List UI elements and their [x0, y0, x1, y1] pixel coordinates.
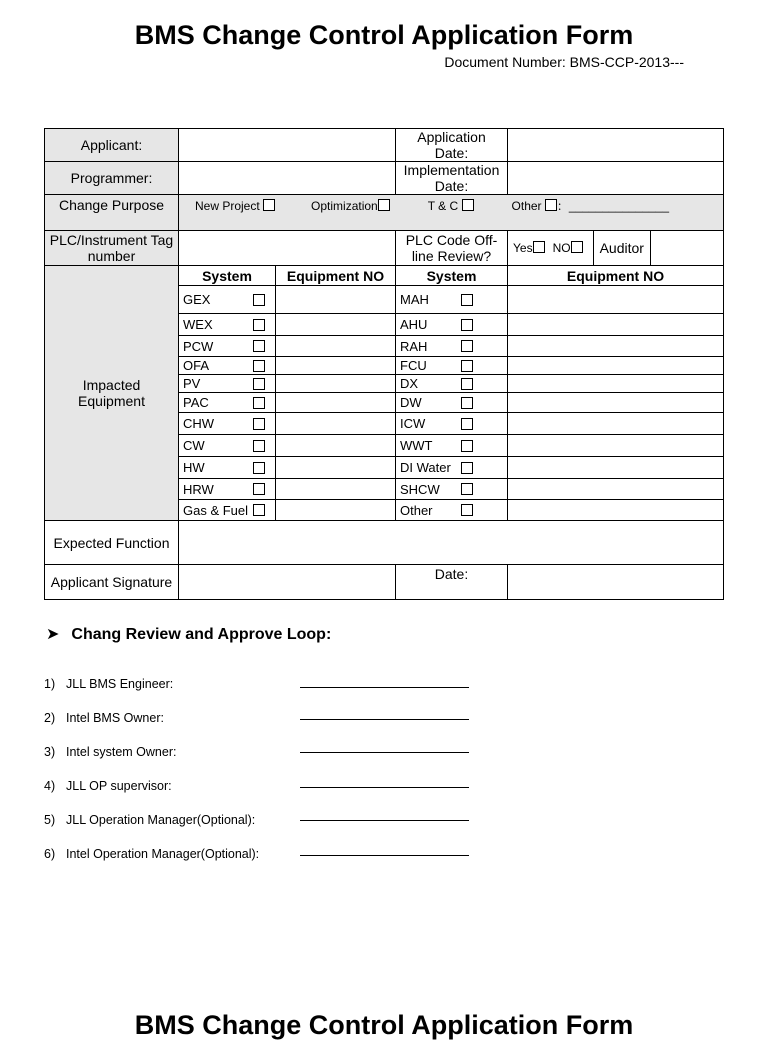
review-item: [44, 711, 164, 725]
next-page-title: BMS Change Control Application Form: [134, 1010, 634, 1040]
system-cell: [396, 357, 508, 375]
equipment-no-field[interactable]: [276, 500, 396, 521]
purpose-other[interactable]: [512, 197, 669, 214]
system-label: HRW: [183, 481, 214, 497]
system-cell: [179, 375, 276, 393]
system-checkbox[interactable]: [253, 319, 265, 331]
system-label: Other: [400, 502, 433, 518]
programmer-label: Programmer:: [45, 162, 179, 195]
equipment-no-field[interactable]: [508, 393, 724, 413]
equipment-no-field[interactable]: [276, 435, 396, 457]
system-label: SHCW: [400, 481, 440, 497]
system-label: PCW: [183, 338, 214, 354]
review-item-number: 6): [44, 847, 56, 861]
equipment-no-field[interactable]: [508, 336, 724, 357]
system-cell: [396, 435, 508, 457]
equipment-no-field[interactable]: [276, 393, 396, 413]
plc-yes-option[interactable]: [508, 241, 545, 255]
review-item: [44, 779, 172, 793]
review-item: [44, 813, 255, 827]
system-label: GEX: [183, 292, 211, 307]
system-checkbox[interactable]: [461, 360, 473, 372]
plc-tag-label: PLC/Instrument Tag number: [45, 231, 179, 266]
system-checkbox[interactable]: [253, 462, 265, 474]
review-item-label: JLL Operation Manager(Optional):: [66, 813, 256, 827]
signature-date-label: Date:: [396, 565, 508, 600]
system-checkbox[interactable]: [253, 360, 265, 372]
system-checkbox[interactable]: [253, 418, 265, 430]
no-label: NO: [552, 241, 571, 255]
system-label: DI Water: [400, 460, 451, 475]
other-purpose-blank[interactable]: ：_______________: [556, 199, 669, 213]
plc-review-cell: [508, 231, 724, 266]
system-label: PV: [183, 376, 201, 391]
system-label: CW: [183, 438, 205, 453]
signature-line[interactable]: [300, 787, 469, 788]
purpose-new-project[interactable]: [195, 199, 275, 213]
system-cell: [179, 457, 276, 479]
applicant-signature-label: Applicant Signature: [45, 565, 179, 600]
system-checkbox[interactable]: [461, 397, 473, 409]
review-item-label: JLL OP supervisor:: [66, 779, 172, 793]
review-item: [44, 847, 259, 861]
equipment-no-field[interactable]: [276, 375, 396, 393]
system-label: CHW: [183, 416, 215, 431]
yes-checkbox[interactable]: [533, 241, 545, 253]
change-purpose-options: [179, 195, 724, 231]
system-checkbox[interactable]: [461, 462, 473, 474]
system-cell: [179, 286, 276, 314]
system-label: DW: [400, 395, 422, 410]
system-cell: [396, 336, 508, 357]
signature-line[interactable]: [300, 820, 469, 821]
system-header-right: System: [396, 266, 508, 286]
review-item-number: 2): [44, 711, 56, 725]
plc-no-option[interactable]: [545, 241, 583, 255]
equipment-no-field[interactable]: [508, 500, 724, 521]
system-header-left: System: [179, 266, 276, 286]
system-cell: [396, 314, 508, 336]
signature-line[interactable]: [300, 687, 469, 688]
system-cell: [179, 336, 276, 357]
equipment-no-field[interactable]: [276, 336, 396, 357]
system-cell: [396, 375, 508, 393]
signature-line[interactable]: [300, 855, 469, 856]
equipment-no-field[interactable]: [276, 479, 396, 500]
implementation-date-label: Implementation Date:: [396, 162, 508, 195]
programmer-field[interactable]: [179, 162, 396, 195]
system-checkbox[interactable]: [461, 483, 473, 495]
system-cell: [396, 393, 508, 413]
system-label: PAC: [183, 395, 209, 410]
system-checkbox[interactable]: [253, 504, 265, 516]
equipment-no-field[interactable]: [276, 314, 396, 336]
signature-date-field[interactable]: [508, 565, 724, 600]
new-project-checkbox[interactable]: [263, 199, 275, 211]
review-item-number: 1): [44, 677, 56, 691]
review-item-number: 3): [44, 745, 56, 759]
system-label: ICW: [400, 416, 426, 431]
application-date-field[interactable]: [508, 129, 724, 162]
equipment-no-field[interactable]: [508, 479, 724, 500]
review-heading: [46, 624, 331, 644]
system-checkbox[interactable]: [253, 483, 265, 495]
system-checkbox[interactable]: [461, 440, 473, 452]
system-label: WEX: [183, 317, 213, 332]
system-label: RAH: [400, 338, 428, 354]
system-checkbox[interactable]: [253, 378, 265, 390]
system-cell: [179, 393, 276, 413]
equipment-no-field[interactable]: [508, 413, 724, 435]
equipment-no-field[interactable]: [508, 357, 724, 375]
tc-label: T & C: [427, 198, 459, 213]
document-number: Document Number: BMS-CCP-2013---: [444, 54, 684, 70]
review-heading-text: Chang Review and Approve Loop:: [71, 626, 332, 643]
optimization-checkbox[interactable]: [378, 199, 390, 211]
equipment-no-field[interactable]: [508, 314, 724, 336]
system-cell: [396, 457, 508, 479]
impacted-equipment-label: Impacted Equipment: [45, 266, 179, 521]
review-item-number: 4): [44, 779, 56, 793]
system-checkbox[interactable]: [461, 418, 473, 430]
system-checkbox[interactable]: [461, 378, 473, 390]
auditor-label: Auditor: [593, 231, 651, 265]
equipment-header-right: Equipment NO: [508, 266, 724, 286]
equipment-no-field[interactable]: [508, 286, 724, 314]
system-label: AHU: [400, 317, 428, 332]
equipment-header-left: Equipment NO: [276, 266, 396, 286]
system-cell: [396, 500, 508, 521]
signature-line[interactable]: [300, 719, 469, 720]
arrow-bullet-icon: ➤: [46, 626, 60, 643]
system-cell: [396, 286, 508, 314]
other-purpose-checkbox[interactable]: [545, 199, 557, 211]
system-cell: [179, 413, 276, 435]
equipment-no-field[interactable]: [276, 457, 396, 479]
review-item-label: Intel Operation Manager(Optional):: [66, 847, 260, 861]
system-label: OFA: [183, 358, 210, 373]
change-purpose-label: Change Purpose: [45, 195, 179, 231]
signature-line[interactable]: [300, 752, 469, 753]
review-item-label: Intel system Owner:: [66, 745, 177, 759]
expected-function-field[interactable]: [179, 521, 724, 565]
other-purpose-label: Other: [511, 199, 542, 213]
tc-checkbox[interactable]: [462, 199, 474, 211]
equipment-no-field[interactable]: [508, 435, 724, 457]
plc-review-label: PLC Code Off-line Review?: [396, 231, 508, 266]
plc-tag-field[interactable]: [179, 231, 396, 266]
system-label: MAH: [400, 292, 429, 307]
equipment-no-field[interactable]: [508, 375, 724, 393]
review-item-number: 5): [44, 813, 56, 827]
form-title: BMS Change Control Application Form: [134, 20, 634, 50]
system-checkbox[interactable]: [253, 397, 265, 409]
system-checkbox[interactable]: [461, 504, 473, 516]
review-item-label: JLL BMS Engineer:: [66, 677, 174, 691]
equipment-no-field[interactable]: [276, 413, 396, 435]
system-checkbox[interactable]: [461, 319, 473, 331]
system-checkbox[interactable]: [253, 440, 265, 452]
equipment-no-field[interactable]: [276, 357, 396, 375]
system-cell: [179, 479, 276, 500]
applicant-label: Applicant:: [45, 129, 179, 162]
implementation-date-field[interactable]: [508, 162, 724, 195]
system-checkbox[interactable]: [253, 294, 265, 306]
applicant-signature-field[interactable]: [179, 565, 396, 600]
purpose-optimization[interactable]: [311, 199, 390, 213]
review-item: [44, 745, 176, 759]
system-cell: [179, 500, 276, 521]
review-item: [44, 677, 173, 691]
optimization-label: Optimization: [311, 198, 378, 213]
system-cell: [396, 479, 508, 500]
new-project-label: New Project: [195, 198, 260, 213]
system-label: WWT: [400, 438, 433, 453]
system-checkbox[interactable]: [461, 340, 473, 352]
system-label: HW: [183, 460, 205, 475]
application-form-table: [44, 128, 724, 600]
system-cell: [179, 435, 276, 457]
expected-function-label: Expected Function: [45, 521, 179, 565]
yes-label: Yes: [513, 241, 533, 255]
no-checkbox[interactable]: [571, 241, 583, 253]
system-cell: [179, 314, 276, 336]
equipment-no-field[interactable]: [276, 286, 396, 314]
system-label: Gas & Fuel: [183, 502, 249, 518]
review-item-label: Intel BMS Owner:: [66, 711, 164, 725]
system-cell: [396, 413, 508, 435]
system-label: DX: [400, 376, 419, 391]
system-checkbox[interactable]: [253, 340, 265, 352]
equipment-no-field[interactable]: [508, 457, 724, 479]
application-date-label: Application Date:: [396, 129, 508, 162]
applicant-field[interactable]: [179, 129, 396, 162]
system-checkbox[interactable]: [461, 294, 473, 306]
system-cell: [179, 357, 276, 375]
purpose-tc[interactable]: [428, 199, 474, 213]
system-label: FCU: [400, 358, 427, 373]
